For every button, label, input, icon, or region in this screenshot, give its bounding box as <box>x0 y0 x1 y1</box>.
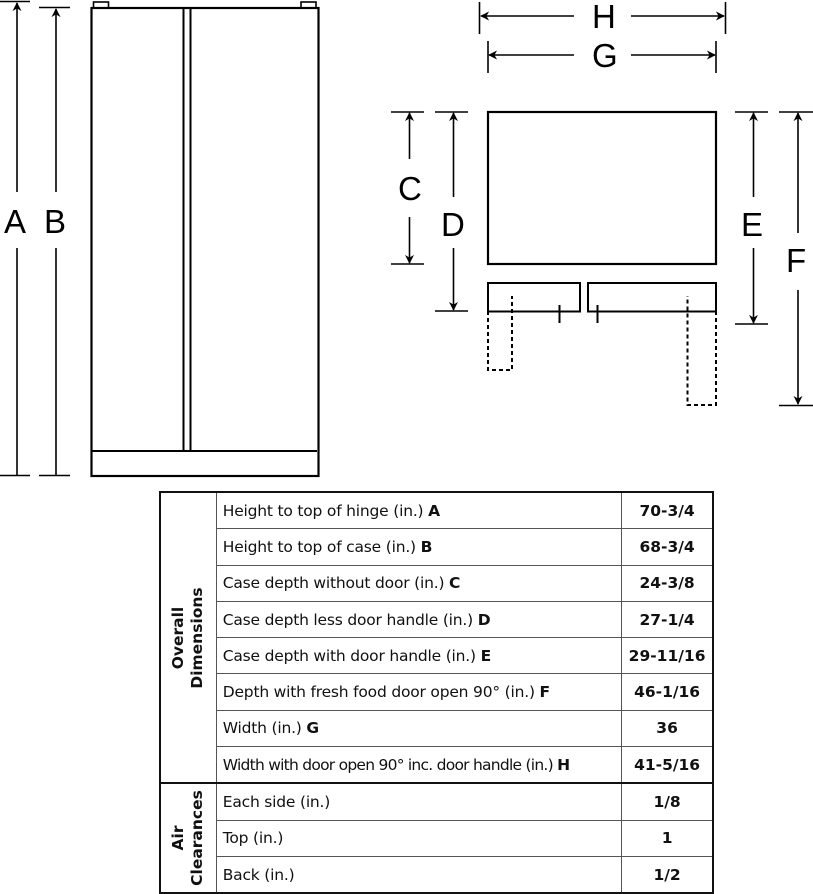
table-row <box>160 856 713 893</box>
row-value: 68-3/4 <box>622 529 713 565</box>
row-label: Depth with fresh food door open 90° (in.) F <box>216 674 621 710</box>
table-row <box>160 529 713 565</box>
group-label-air-clearances: Air Clearances <box>160 783 216 893</box>
row-label: Back (in.) <box>216 856 621 893</box>
label-b: B <box>44 203 67 240</box>
fresh-food-door <box>588 283 716 312</box>
row-value: 36 <box>622 710 713 746</box>
row-label: Case depth with door handle (in.) E <box>216 638 621 674</box>
table-row <box>160 674 713 710</box>
table-row <box>160 601 713 637</box>
group-label-overall-dimensions: Overall Dimensions <box>160 492 216 783</box>
row-label: Width with door open 90° inc. door handle (in.) H <box>216 747 621 784</box>
row-label: Width (in.) G <box>216 710 621 746</box>
label-g: G <box>592 37 618 74</box>
label-f: F <box>786 242 807 279</box>
table-row <box>160 783 713 820</box>
table-row <box>160 747 713 784</box>
dimensions-table <box>159 491 714 894</box>
row-value: 41-5/16 <box>622 747 713 784</box>
label-d: D <box>441 206 465 243</box>
label-e: E <box>741 206 764 243</box>
row-value: 24-3/8 <box>622 565 713 601</box>
row-value: 46-1/16 <box>622 674 713 710</box>
table-row <box>160 710 713 746</box>
row-value: 29-11/16 <box>622 638 713 674</box>
table-row <box>160 492 713 529</box>
row-label: Height to top of case (in.) B <box>216 529 621 565</box>
table-row <box>160 565 713 601</box>
table-row <box>160 638 713 674</box>
row-value: 27-1/4 <box>622 601 713 637</box>
table-row <box>160 820 713 856</box>
dimension-b <box>39 8 70 476</box>
row-label: Case depth without door (in.) C <box>216 565 621 601</box>
row-value: 1/2 <box>622 856 713 893</box>
row-value: 70-3/4 <box>622 492 713 529</box>
refrigerator-top-view <box>488 112 716 405</box>
label-a: A <box>4 203 27 240</box>
case-outline <box>488 112 716 264</box>
freezer-door <box>488 283 580 312</box>
label-c: C <box>398 170 422 207</box>
row-label: Case depth less door handle (in.) D <box>216 601 621 637</box>
row-label: Top (in.) <box>216 820 621 856</box>
row-label: Each side (in.) <box>216 783 621 820</box>
refrigerator-front <box>92 2 319 476</box>
cabinet <box>92 8 319 476</box>
label-h: H <box>592 0 616 35</box>
row-label: Height to top of hinge (in.) A <box>216 492 621 529</box>
row-value: 1/8 <box>622 783 713 820</box>
row-value: 1 <box>622 820 713 856</box>
